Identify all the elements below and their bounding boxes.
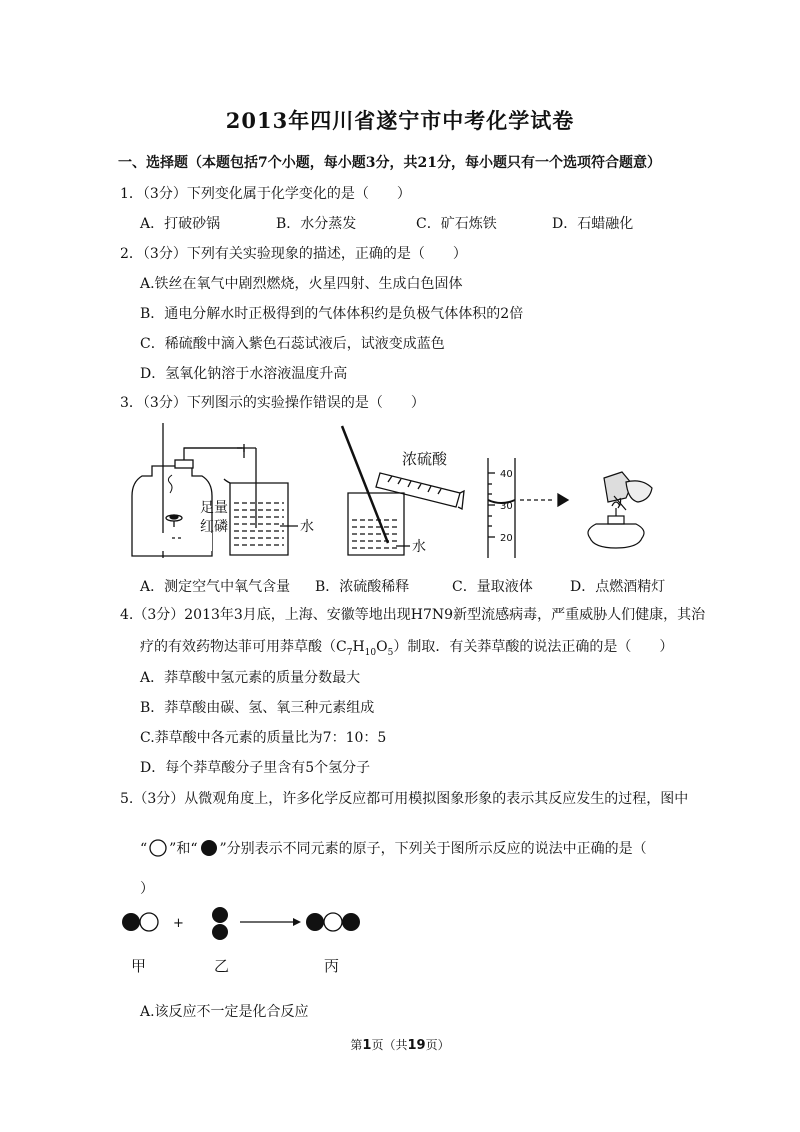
q1-option-a: A．打破砂锅 [140, 216, 221, 232]
black-atom-icon [198, 838, 220, 858]
formula-c: C [336, 639, 347, 655]
question-5-line-1: 5.（3分）从微观角度上，许多化学反应都可用模拟图象形象的表示其反应发生的过程，图中 [120, 791, 689, 807]
formula-o-sub: 5 [387, 647, 394, 658]
q2-option-c: C．稀硫酸中滴入紫色石蕊试液后，试液变成蓝色 [140, 336, 445, 352]
q3-option-a: A．测定空气中氧气含量 [140, 579, 291, 595]
q5-line-2-rest: ”分别表示不同元素的原子，下列关于图所示反应的说法中正确的是（ [219, 841, 647, 857]
q5-option-a: A.该反应不一定是化合反应 [140, 1004, 309, 1020]
q2-option-d: D．氢氧化钠溶于水溶液温度升高 [140, 366, 348, 382]
tick-label-40: 40 [500, 469, 513, 480]
bing-black-atom-right [342, 913, 360, 931]
q4-formula [336, 639, 394, 658]
q5-and-text: ”和“ [169, 841, 198, 857]
question-3-stem: 3．（3分）下列图示的实验操作错误的是（ ） [120, 395, 425, 411]
q2-option-a: A.铁丝在氧气中剧烈燃烧，火星四射、生成白色固体 [140, 276, 463, 292]
question-2-stem: 2．（3分）下列有关实验现象的描述，正确的是（ ） [120, 246, 467, 262]
q1-option-c: C．矿石炼铁 [416, 216, 497, 232]
yi-black-atom-bottom [212, 924, 228, 940]
q4-option-b: B．莽草酸由碳、氢、氧三种元素组成 [140, 700, 375, 716]
label-yi: 乙 [214, 957, 230, 975]
label-red-phosphorus-2: 红磷 [200, 519, 228, 535]
bing-black-atom-left [306, 913, 324, 931]
plus-sign: + [173, 916, 184, 931]
question-4-line-1: 4.（3分）2013年3月底，上海、安徽等地出现H7N9新型流感病毒，严重威胁人们健康，其治 [120, 607, 706, 623]
q3-apparatus-figure [130, 418, 690, 568]
question-4-line-2 [140, 636, 673, 658]
q3-option-b: B．浓硫酸稀释 [315, 579, 410, 595]
jia-black-atom [122, 913, 140, 931]
q3-option-d: D．点燃酒精灯 [570, 579, 666, 595]
footer-page-number: 1 [362, 1038, 372, 1053]
q4-line-2-pre: 疗的有效药物达菲可用莽草酸（ [140, 639, 336, 655]
footer-mid: 页（共 [371, 1038, 408, 1052]
page-title: 2013年四川省遂宁市中考化学试卷 [225, 108, 575, 133]
label-water-b: 水 [412, 539, 426, 555]
alcohol-lamp-illustration [588, 472, 652, 548]
page-footer [0, 1036, 800, 1053]
question-5-line-2 [140, 838, 647, 858]
bing-white-atom [324, 913, 342, 931]
question-5-line-3: ） [140, 881, 154, 897]
footer-pre: 第 [350, 1038, 363, 1052]
formula-o: O [376, 639, 388, 655]
yi-black-atom-top [212, 907, 228, 923]
white-atom-icon [147, 838, 169, 858]
footer-total-pages: 19 [407, 1038, 426, 1053]
q1-option-b: B．水分蒸发 [276, 216, 357, 232]
oxygen-measure-apparatus [132, 423, 298, 558]
acid-dilution-apparatus [342, 426, 464, 555]
q4-option-a: A．莽草酸中氢元素的质量分数最大 [140, 670, 361, 686]
q1-option-d: D．石蜡融化 [552, 216, 634, 232]
tick-label-20: 20 [500, 533, 513, 544]
label-water-a: 水 [300, 519, 314, 535]
question-1-stem: 1．（3分）下列变化属于化学变化的是（ ） [120, 186, 411, 202]
q5-open-quote: “ [140, 841, 148, 857]
formula-c-sub: 7 [346, 647, 353, 658]
section-heading: 一、选择题（本题包括7个小题，每小题3分，共21分，每小题只有一个选项符合题意） [118, 155, 661, 171]
reaction-arrow-head [293, 918, 301, 926]
q4-option-d: D．每个莽草酸分子里含有5个氢分子 [140, 760, 371, 776]
formula-h: H [352, 639, 365, 655]
q3-option-c: C．量取液体 [452, 579, 533, 595]
label-bing: 丙 [324, 957, 340, 975]
jia-white-atom [140, 913, 158, 931]
footer-post: 页） [425, 1038, 450, 1052]
label-concentrated-acid: 浓硫酸 [402, 450, 448, 468]
tick-label-30: 30 [500, 501, 513, 512]
label-red-phosphorus-1: 足量 [200, 500, 228, 516]
label-jia: 甲 [131, 957, 147, 975]
q4-option-c: C.莽草酸中各元素的质量比为7：10：5 [140, 730, 387, 746]
formula-h-sub: 10 [364, 647, 377, 658]
q4-line-2-post: ）制取．有关莽草酸的说法正确的是（ ） [393, 639, 674, 655]
reaction-diagram [115, 905, 375, 945]
q2-option-b: B．通电分解水时正极得到的气体体积约是负极气体体积的2倍 [140, 306, 524, 322]
